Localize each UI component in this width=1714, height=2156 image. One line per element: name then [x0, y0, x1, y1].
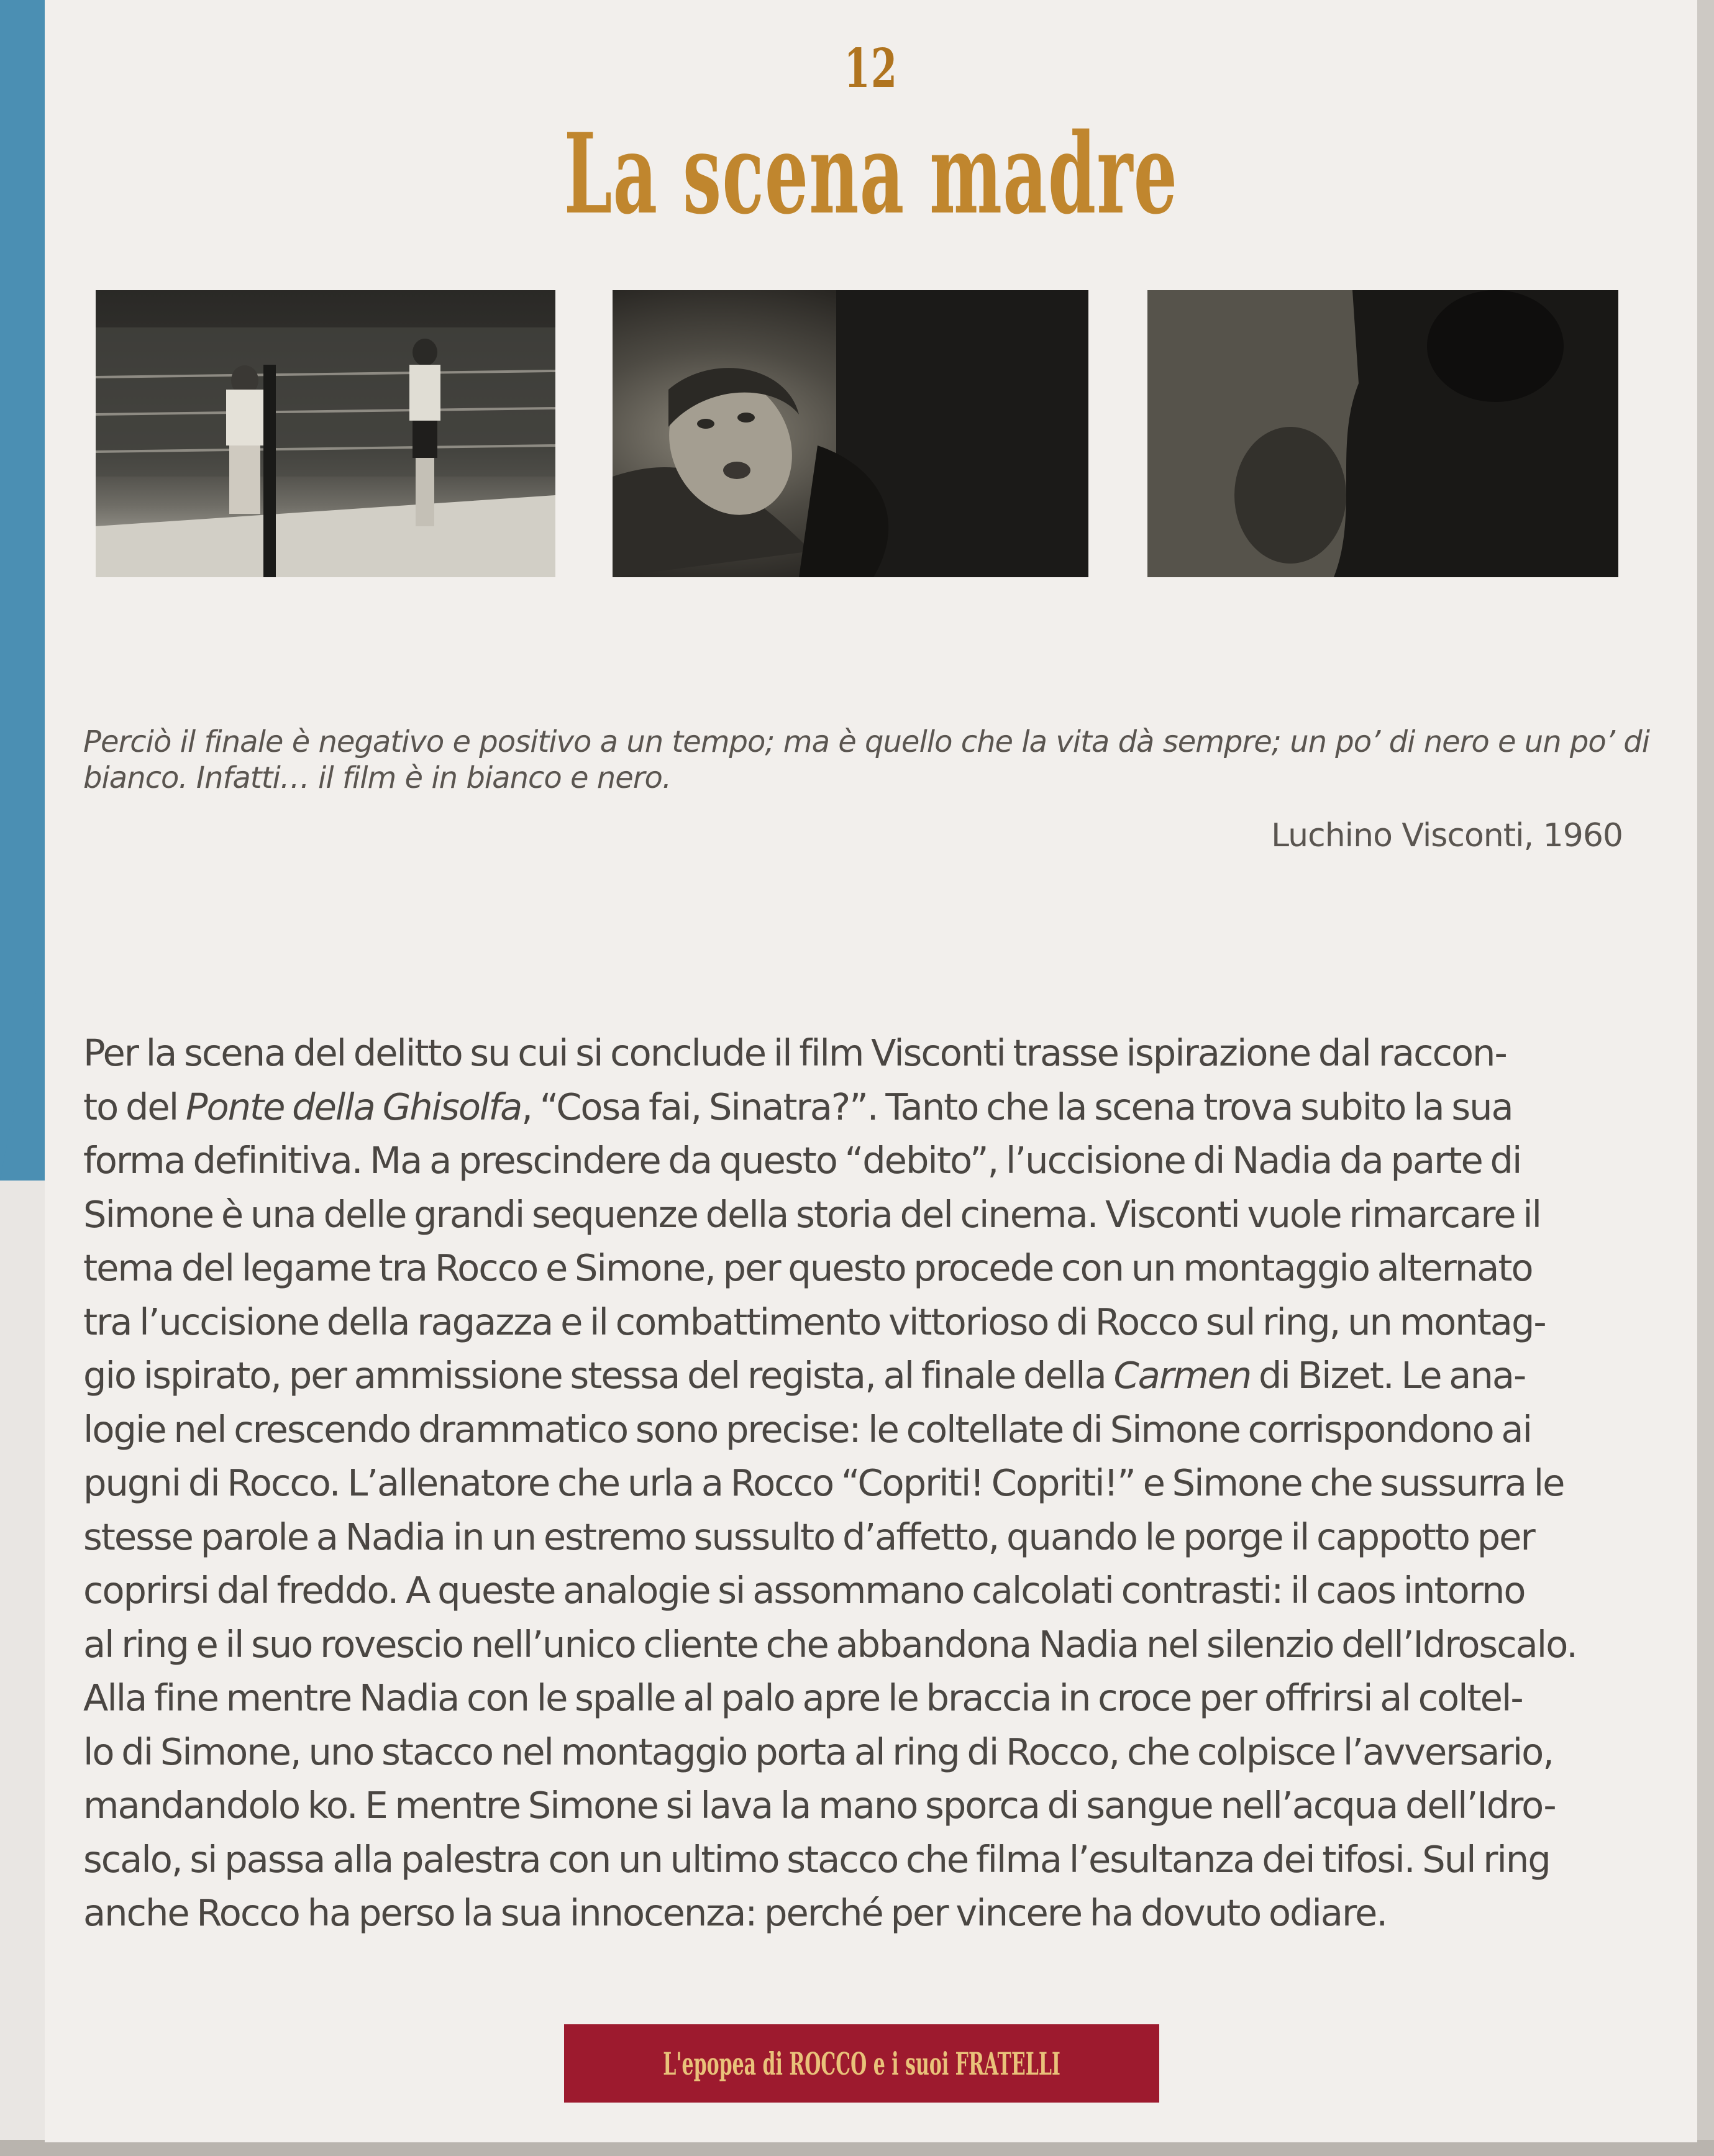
body-text-line: tra l’uccisione della ragazza e il combattimento vittorioso di Rocco sul ring, un montag-	[83, 1300, 1546, 1343]
visconti-quote: Perciò il finale è negativo e positivo a un tempo; ma è quello che la vita dà sempre; un po’ di nero e un po’ di bianco. Infatti… il film è in bianco e nero.	[83, 724, 1650, 795]
film-still-dark-figure	[1147, 290, 1618, 577]
film-still-boxing-ring	[96, 290, 555, 577]
body-text-line: tema del legame tra Rocco e Simone, per questo procede con un montaggio alternato	[83, 1246, 1533, 1289]
film-still-nadia	[613, 290, 1088, 577]
body-text-line: Per la scena del delitto su cui si conclude il film Visconti trasse ispirazione dal raccon-	[83, 1031, 1507, 1074]
body-text-line: scalo, si passa alla palestra con un ultimo stacco che filma l’esultanza dei tifosi. Sul ring	[83, 1837, 1550, 1881]
body-text	[83, 1026, 1671, 1940]
body-text-line: stesse parole a Nadia in un estremo sussulto d’affetto, quando le porge il cappotto per	[83, 1515, 1534, 1558]
body-text-line: forma definitiva. Ma a prescindere da questo “debito”, l’uccisione di Nadia da parte di	[83, 1139, 1521, 1182]
body-text-line: pugni di Rocco. L’allenatore che urla a Rocco “Copriti! Copriti!” e Simone che sussurra le	[83, 1461, 1564, 1504]
body-text-line: al ring e il suo rovescio nell’unico cliente che abbandona Nadia nel silenzio dell’Idroscalo.	[83, 1622, 1577, 1666]
body-text-line: Simone è una delle grandi sequenze della storia del cinema. Visconti vuole rimarcare il	[83, 1192, 1541, 1236]
body-text-line: coprirsi dal freddo. A queste analogie si assommano calcolati contrasti: il caos intorno	[83, 1569, 1525, 1612]
panel-number: 12	[844, 37, 898, 100]
body-text-line: anche Rocco ha perso la sua innocenza: perché per vincere ha dovuto odiare.	[83, 1891, 1387, 1934]
italic-title: Carmen	[1113, 1354, 1251, 1397]
panel-title: La scena madre	[563, 109, 1178, 239]
body-text-line: mandandolo ko. E mentre Simone si lava la mano sporca di sangue nell’acqua dell’Idro-	[83, 1784, 1556, 1827]
body-text-line: gio ispirato, per ammissione stessa del regista, al finale della Carmen di Bizet. Le ana-	[83, 1354, 1526, 1397]
exhibition-footer-banner	[564, 2024, 1159, 2103]
body-text-line: logie nel crescendo drammatico sono precise: le coltellate di Simone corrispondono ai	[83, 1407, 1531, 1451]
body-text-line: lo di Simone, uno stacco nel montaggio porta al ring di Rocco, che colpisce l’avversario,	[83, 1730, 1553, 1773]
body-text-line: Alla fine mentre Nadia con le spalle al palo apre le braccia in croce per offrirsi al coltel-	[83, 1676, 1523, 1719]
quote-attribution: Luchino Visconti, 1960	[1271, 817, 1623, 854]
italic-title: Ponte della Ghisolfa	[185, 1085, 522, 1128]
body-text-line: to del Ponte della Ghisolfa, “Cosa fai, Sinatra?”. Tanto che la scena trova subito la sua	[83, 1085, 1513, 1128]
exhibition-footer-label: L'epopea di ROCCO e i suoi FRATELLI	[663, 2045, 1060, 2082]
wall-right-edge	[1697, 0, 1714, 2156]
wall-blue-strip-edge	[0, 932, 47, 1181]
exhibit-panel	[45, 0, 1697, 2142]
